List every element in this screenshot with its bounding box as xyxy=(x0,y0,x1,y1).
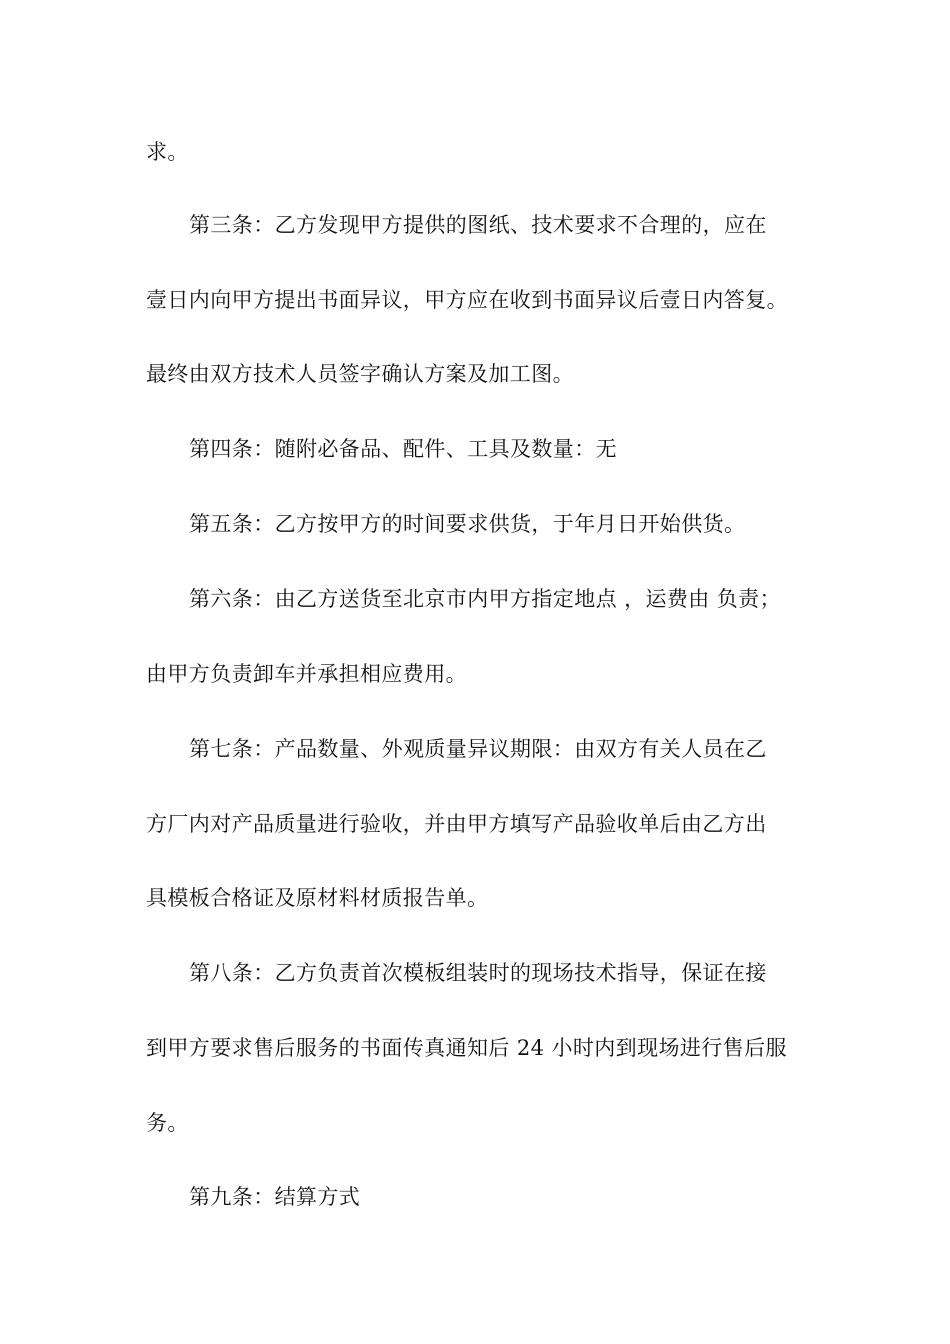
article-3-heading-line: 第三条：乙方发现甲方提供的图纸、技术要求不合理的，应在 xyxy=(189,213,767,237)
article-7-heading-line: 第七条：产品数量、外观质量异议期限：由双方有关人员在乙 xyxy=(189,737,767,761)
text-line: 方厂内对产品质量进行验收，并由甲方填写产品验收单后由乙方出 xyxy=(146,812,767,836)
article-6-heading-line: 第六条：由乙方送货至北京市内甲方指定地点 ，运费由 负责； xyxy=(189,587,781,611)
article-8-heading-line: 第八条：乙方负责首次模板组装时的现场技术指导，保证在接 xyxy=(189,961,767,985)
article-4-line: 第四条：随附必备品、配件、工具及数量：无 xyxy=(189,437,617,461)
article-9-heading-line: 第九条：结算方式 xyxy=(189,1185,361,1209)
text-line: 到甲方要求售后服务的书面传真通知后 24 小时内到现场进行售后服 xyxy=(146,1036,787,1060)
article-5-line: 第五条：乙方按甲方的时间要求供货，于年月日开始供货。 xyxy=(189,512,746,536)
text-line: 由甲方负责卸车并承担相应费用。 xyxy=(146,662,467,686)
text-line: 最终由双方技术人员签字确认方案及加工图。 xyxy=(146,362,574,386)
text-line: 壹日内向甲方提出书面异议，甲方应在收到书面异议后壹日内答复。 xyxy=(146,288,788,312)
text-line: 求。 xyxy=(146,140,189,164)
text-line: 具模板合格证及原材料材质报告单。 xyxy=(146,886,489,910)
text-line: 务。 xyxy=(146,1111,189,1135)
